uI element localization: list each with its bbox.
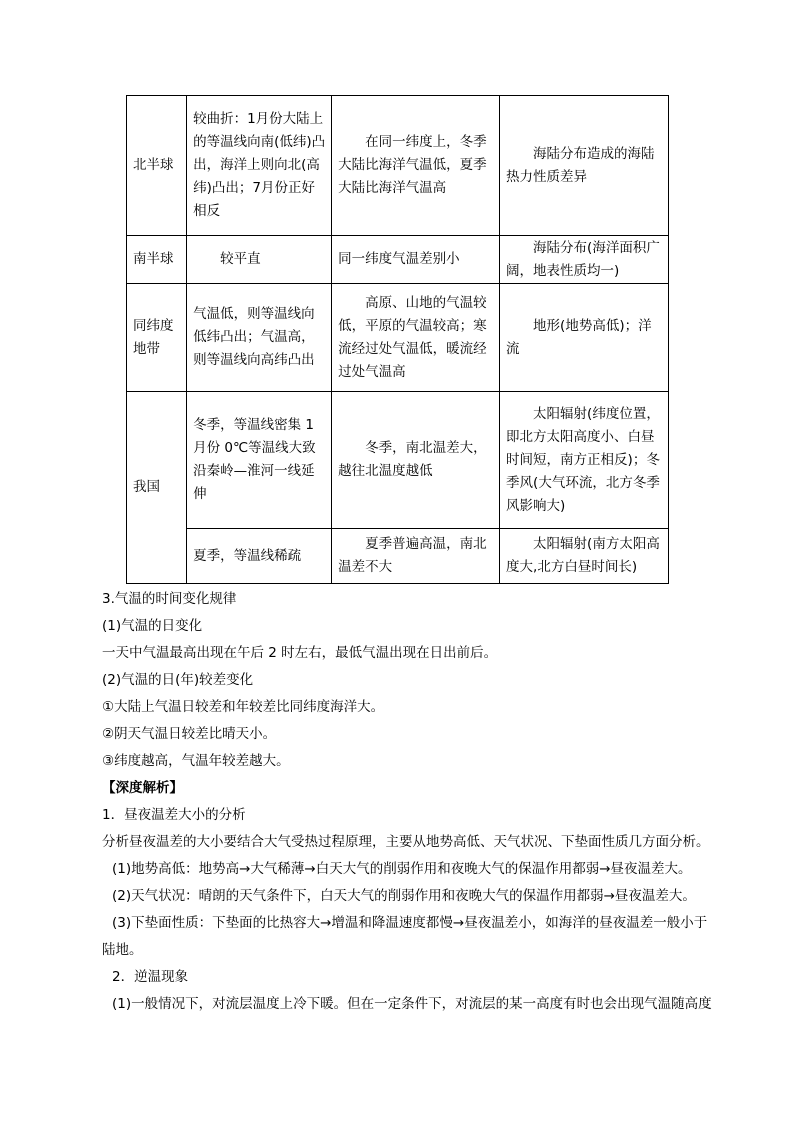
paragraph-analysis-intro: 分析昼夜温差的大小要结合大气受热过程原理，主要从地势高低、天气状况、下垫面性质几方面分析。 (102, 834, 710, 850)
cell-south-feature: 同一纬度气温差别小 (332, 236, 500, 284)
subheading-daily-variation: (1)气温的日变化 (102, 618, 203, 634)
subheading-inversion: 2．逆温现象 (112, 969, 189, 985)
table-row-china-winter (127, 392, 669, 529)
cell-china-summer-isotherm: 夏季，等温线稀疏 (187, 529, 332, 584)
list-item-2: ②阴天气温日较差比晴天小。 (102, 726, 277, 742)
row-label-south: 南半球 (127, 236, 187, 284)
cell-china-winter-feature: 冬季，南北温差大，越往北温度越低 (332, 392, 500, 529)
paragraph-surface-cont: 陆地。 (102, 942, 143, 958)
row-label-north: 北半球 (127, 96, 187, 236)
cell-north-isotherm: 较曲折：1月份大陆上的等温线向南(低纬)凸出，海洋上则向北(高纬)凸出；7月份正好相反 (187, 96, 332, 236)
cell-china-winter-isotherm: 冬季，等温线密集 1月份 0℃等温线大致沿秦岭—淮河一线延伸 (187, 392, 332, 529)
cell-china-winter-cause: 太阳辐射(纬度位置，即北方太阳高度小、白昼时间短，南方正相反)；冬季风(大气环流，北方冬季风影响大) (500, 392, 669, 529)
subheading-range-variation: (2)气温的日(年)较差变化 (102, 672, 254, 688)
cell-china-summer-cause: 太阳辐射(南方太阳高度大,北方白昼时间长) (500, 529, 669, 584)
cell-south-isotherm: 较平直 (187, 236, 332, 284)
paragraph-inversion: (1)一般情况下，对流层温度上冷下暖。但在一定条件下，对流层的某一高度有时也会出现气温随高度 (112, 996, 712, 1012)
cell-same-lat-cause: 地形(地势高低)；洋流 (500, 284, 669, 392)
paragraph-daily-max-min: 一天中气温最高出现在午后 2 时左右，最低气温出现在日出前后。 (102, 645, 498, 661)
cell-north-cause: 海陆分布造成的海陆热力性质差异 (500, 96, 669, 236)
cell-north-feature: 在同一纬度上，冬季大陆比海洋气温低，夏季大陆比海洋气温高 (332, 96, 500, 236)
table-row-south (127, 236, 669, 284)
paragraph-weather: (2)天气状况：晴朗的天气条件下，白天大气的削弱作用和夜晚大气的保温作用都弱→昼夜温差大。 (112, 888, 696, 904)
row-label-china: 我国 (127, 392, 187, 584)
list-item-3: ③纬度越高，气温年较差越大。 (102, 753, 290, 769)
table-row-china-summer (127, 529, 669, 584)
section-heading-time-variation: 3.气温的时间变化规律 (102, 591, 237, 607)
subheading-day-night-difference: 1．昼夜温差大小的分析 (102, 807, 246, 823)
cell-south-cause: 海陆分布(海洋面积广阔，地表性质均一) (500, 236, 669, 284)
section-heading-deep-analysis: 【深度解析】 (102, 780, 183, 796)
table-row-same-latitude (127, 284, 669, 392)
cell-same-lat-feature: 高原、山地的气温较低，平原的气温较高；寒流经过处气温低，暖流经过处气温高 (332, 284, 500, 392)
cell-same-lat-isotherm: 气温低，则等温线向低纬凸出；气温高，则等温线向高纬凸出 (187, 284, 332, 392)
paragraph-terrain: (1)地势高低：地势高→大气稀薄→白天大气的削弱作用和夜晚大气的保温作用都弱→昼夜温差大。 (112, 861, 692, 877)
temperature-distribution-table (126, 95, 669, 584)
paragraph-surface: (3)下垫面性质：下垫面的比热容大→增温和降温速度都慢→昼夜温差小，如海洋的昼夜温差一般小于 (112, 915, 708, 931)
list-item-1: ①大陆上气温日较差和年较差比同纬度海洋大。 (102, 699, 385, 715)
row-label-same-latitude: 同纬度地带 (127, 284, 187, 392)
cell-china-summer-feature: 夏季普遍高温，南北温差不大 (332, 529, 500, 584)
table-row-north (127, 96, 669, 236)
